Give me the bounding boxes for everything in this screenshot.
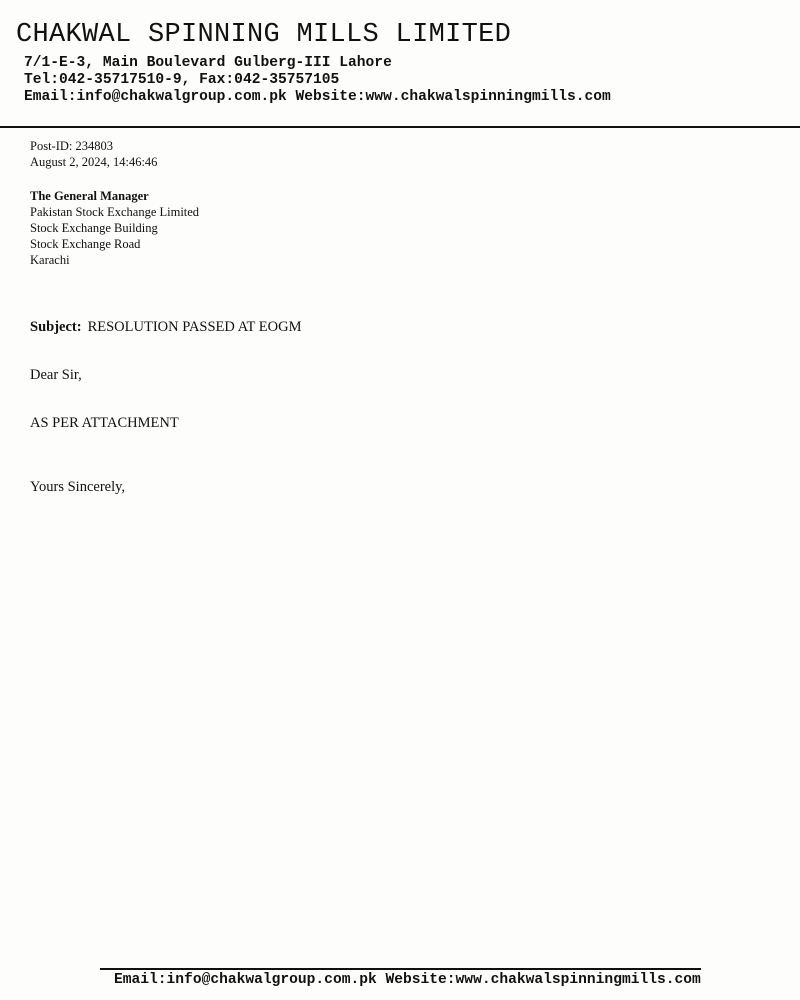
post-datetime: August 2, 2024, 14:46:46	[30, 155, 158, 169]
body-text: AS PER ATTACHMENT	[30, 415, 179, 431]
post-id: Post-ID: 234803	[30, 139, 113, 153]
company-name: CHAKWAL SPINNING MILLS LIMITED	[16, 20, 512, 50]
company-address: 7/1-E-3, Main Boulevard Gulberg-III Lahore	[24, 55, 392, 71]
footer-email-website: Email:info@chakwalgroup.com.pk Website:www.chakwalspinningmills.com	[114, 972, 701, 988]
closing: Yours Sincerely,	[30, 479, 126, 495]
recipient-title: The General Manager	[30, 189, 149, 203]
subject-label: Subject:	[30, 319, 82, 335]
footer-divider	[100, 968, 701, 970]
recipient-line: Karachi	[30, 253, 70, 267]
recipient-block	[30, 188, 770, 268]
company-email-website: Email:info@chakwalgroup.com.pk Website:www.chakwalspinningmills.com	[24, 89, 611, 105]
letterhead	[0, 0, 800, 128]
recipient-line: Pakistan Stock Exchange Limited	[30, 205, 200, 219]
letter-body	[30, 138, 770, 268]
salutation: Dear Sir,	[30, 367, 82, 383]
recipient-line: Stock Exchange Building	[30, 221, 158, 235]
company-phone-fax: Tel:042-35717510-9, Fax:042-35757105	[24, 72, 340, 88]
subject-line	[30, 318, 301, 336]
recipient-line: Stock Exchange Road	[30, 237, 141, 251]
subject-text: RESOLUTION PASSED AT EOGM	[87, 319, 302, 335]
